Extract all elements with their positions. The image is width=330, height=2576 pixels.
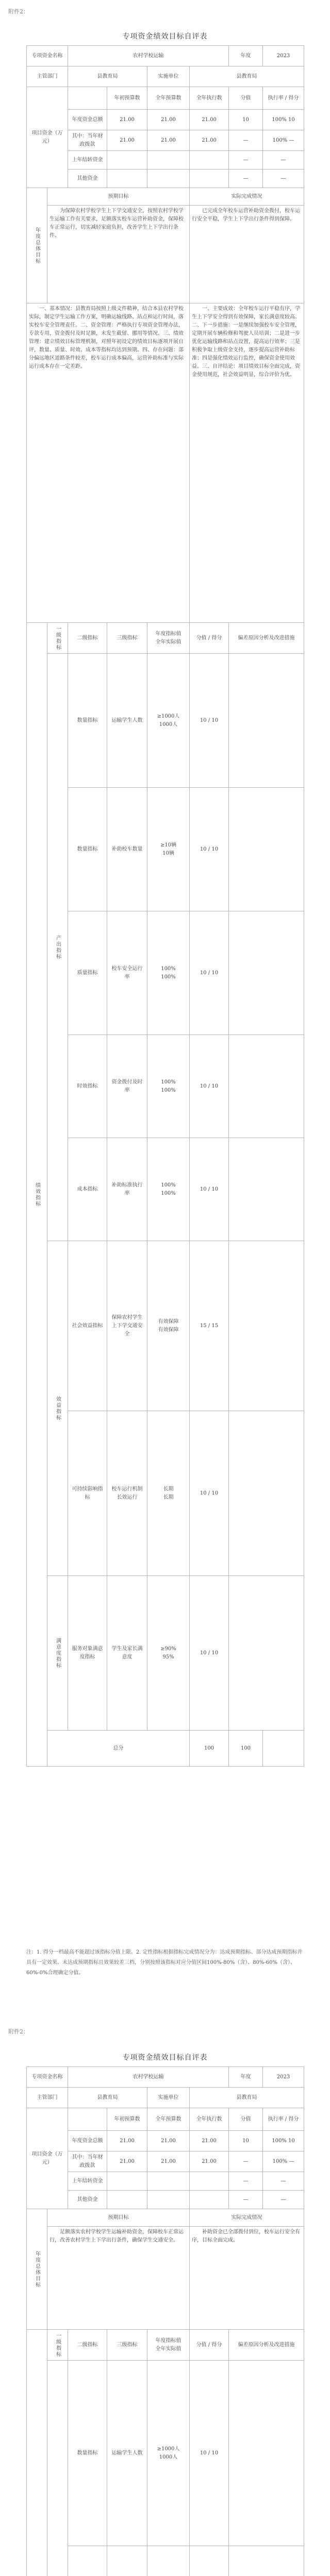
fund-name-label: 专项资金名称: [27, 2067, 68, 2088]
fund-row-start: 21.00: [107, 2131, 147, 2151]
fund-row-label: 上年结转资金: [68, 151, 107, 170]
score-cell: 10: [200, 1650, 207, 1656]
col-rate: 执行率: [268, 2116, 284, 2122]
impl-unit-label: 实施单位: [147, 66, 190, 87]
mark-cell: 10: [211, 1083, 219, 1089]
h-mark: 得分: [211, 2342, 222, 2348]
fund-row-full: 21.00: [147, 2151, 190, 2172]
level3-cell: 保障农村学生上下学交通安全: [107, 1241, 147, 1411]
mark-cell: 10: [211, 846, 219, 852]
level3-cell: [107, 2546, 147, 2576]
level2-cell: 数量指标: [68, 2361, 107, 2546]
fund-row-exec: 21.00: [190, 110, 229, 130]
target-cell: ≥1000人: [157, 713, 180, 719]
h-reason: 偏差原因分析及改进措施: [229, 2330, 304, 2361]
mark-cell: 10: [211, 717, 219, 723]
actual-cell: 10辆: [162, 850, 174, 856]
form-title: 专项资金绩效目标自评表: [122, 2054, 208, 2062]
fund-row-mark: 10: [288, 2138, 295, 2144]
col-exec: 全年执行数: [190, 2108, 229, 2131]
goals-expected-text: 足额落实农村学校学生运输补助资金，保障校车正常运行，改善农村学生上下学出行条件，确保学生交通安全。: [47, 2227, 190, 2330]
fund-row-mark: —: [280, 175, 286, 181]
goals-actual-label: 实际完成情况: [190, 188, 304, 206]
fund-row-exec: 21.00: [190, 2131, 229, 2151]
fund-row-label: 年度资金总额: [68, 2131, 107, 2151]
fund-row-score: —: [229, 130, 263, 151]
unit-value: 县教育局: [68, 2088, 147, 2108]
fund-row-start: [107, 170, 147, 188]
fund-row-label: 其中：当年财政拨款: [68, 2151, 107, 2172]
year-value: 2023: [263, 2067, 304, 2088]
level3-cell: 资金拨付及时率: [107, 1035, 147, 1138]
level2-cell: [68, 2546, 107, 2576]
mark-cell: 10: [211, 1186, 219, 1192]
level3-cell: 运输学生人数: [107, 2361, 147, 2546]
col-full: 全年预算数: [147, 2108, 190, 2131]
form-title: 专项资金绩效目标自评表: [122, 32, 208, 41]
reason-cell: [229, 788, 304, 911]
fund-row-exec: [190, 2191, 229, 2209]
mark-cell: 10: [211, 1490, 219, 1496]
score-cell: 10: [200, 1490, 207, 1496]
year-label: 年度: [229, 46, 263, 66]
score-cell: 10: [200, 717, 207, 723]
goals-actual-label: 实际完成情况: [190, 2209, 304, 2227]
fund-row-exec: [190, 151, 229, 170]
level3-cell: 校车安全运行率: [107, 911, 147, 1035]
col-start: 年初预算数: [107, 87, 147, 110]
score-cell: 15: [200, 1323, 207, 1329]
fund-row-score: —: [229, 2191, 263, 2209]
indicators-section-label: 绩效指标: [27, 623, 47, 1767]
reason-cell: [229, 2361, 304, 2546]
unit-value: 县教育局: [68, 66, 147, 87]
h-actual: 全年实际值: [155, 639, 182, 645]
score-cell: 10: [200, 1083, 207, 1089]
col-start: 年初预算数: [107, 2108, 147, 2131]
fund-row-start: 21.00: [107, 130, 147, 151]
fund-row-mark: —: [280, 2196, 286, 2202]
impl-unit-label: 实施单位: [147, 2088, 190, 2108]
fund-row-label: 其中：当年财政拨款: [68, 130, 107, 151]
h-level3: 三级指标: [107, 623, 147, 654]
score-cell: 10: [200, 970, 207, 976]
fund-row-mark: —: [289, 2158, 294, 2164]
level3-cell: 校车运行机制长效运行: [107, 1411, 147, 1576]
actual-cell: 长期: [163, 1494, 174, 1500]
col-exec: 全年执行数: [190, 87, 229, 110]
level1-output: 产出指标: [47, 654, 68, 1241]
self-evaluation-table: 专项资金名称 农村学校运输 年度 2023 主管部门 县教育局 实施单位 县教育局 项目资金（万元） 年初预算数 全年预算数 全年执行数 分值 执行率 / 得分 年度资金总额 21.00 21.00 21.00 10 100% 10 其中：当年财政拨款 21.00 21.00 21.00 — 100% — 上年结转资金 — — 其他资金 — — 年度总体目标 预期目标 实际完成情况 足额落实农村学校学生运输补助资金，保障校车正常运行，改善农村学生上下学出行条件，确保学生交通安全。 补助资金已全部拨付到位，校车运行安全有序，目标全面完成。 一级指标 二级指标 三级指标 年度指标值 全年实际值 分值 / 得分 偏差原因分析及改进措施 数量指标 运输学生人数 ≥1000人 1000人 10 / 10: [26, 2066, 304, 2576]
target-cell: 100%: [161, 965, 176, 972]
funds-label: 项目资金（万元）: [27, 87, 68, 188]
target-cell: 100%: [161, 1079, 176, 1085]
level2-cell: 时效指标: [68, 1035, 107, 1138]
fund-row-score: —: [229, 151, 263, 170]
level3-cell: 补助校车数量: [107, 788, 147, 911]
fund-row-full: [147, 170, 190, 188]
actual-cell: 有效保障: [158, 1327, 179, 1333]
funds-label: 项目资金（万元）: [27, 2108, 68, 2209]
year-value: 2023: [263, 46, 304, 66]
fund-row-start: [107, 2191, 147, 2209]
goals-label: 年度总体目标: [27, 188, 47, 303]
unit-label: 主管部门: [27, 66, 68, 87]
total-score: 100: [190, 1731, 229, 1767]
goals-expected-text: 为保障农村学校学生上下学交通安全，按照农村学校学生运输工作有关要求，足额落实校车运营补助资金，保障校车正常运行，切实减轻家庭负担，改善学生上下学出行条件。: [47, 206, 190, 303]
h-target: 年度指标值: [155, 2337, 182, 2344]
level2-cell: 质量指标: [68, 911, 107, 1035]
goals-expected-label: 预期目标: [47, 2209, 190, 2227]
fund-name-label: 专项资金名称: [27, 46, 68, 66]
impl-unit-value: 县教育局: [190, 2088, 304, 2108]
h-score: 分值: [196, 635, 207, 641]
narrative-left: 一、基本情况：县教育局按照上级文件精神，结合本县农村学校实际，制定学生运输工作方案，明确运输线路、站点和运行时间，落实校车安全管理责任。二、资金管理：严格执行专项资金管理办法，专款专用，资金拨付及时足额，未发生截留、挪用等情况。三、绩效管理：建立绩效目标管理机制，对照年初设定的绩效目标逐项开展自评，数量、质量、时效、成本等指标均达到预期。四、存在问题：部分偏远地区道路条件较差，校车运行成本偏高，运营补助标准与实际运行成本存在一定差距。: [27, 303, 190, 623]
self-evaluation-table: 专项资金名称 农村学校运输 年度 2023 主管部门 县教育局 实施单位 县教育局 项目资金（万元） 年初预算数 全年预算数 全年执行数 分值 执行率 / 得分 年度资金总额 21.00 21.00 21.00 10 100% 10 其中：当年财政拨款 21.00 21.00 21.00 — 100% — 上年结转资金 — — 其他资金 — — 年度总体目标 预期目标 实际完成情况 为保障农村学校学生上下学交通安全，按照农村学校学生运输工作有关要求，足额落实校车运营补助资金，保障校车正常运行，切实减轻家庭负担，改善学生上下学出行条件。 已完成全年校车运营补助资金拨付，校车运行安全平稳，学生上下学出行条件得到保障。 一、基本情况：县教育局按照上级文件精神，结合本县农村学校实际，制定学生运输工作方案，明确运输线路、站点和运行时间，落实校车安全管理责任。二、资金管理：严格执行专项资金管理办法，专款专用，资金拨付及时足额，未发生截留、挪用等情况。三、绩效管理：建立绩效目标管理机制，对照年初设定的绩效目标逐项开展自评，数量、质量、时效、成本等指标均达到预期。四、存在问题：部分偏远地区道路条件较差，校车运行成本偏高，运营补助标准与实际运行成本存在一定差距。 一、主要成效：全年校车运行平稳有序，学生上下学安全得到有效保障，家长满意度较高。二、下一步措施：一是继续加强校车安全管理，定期开展车辆检修和驾驶人员培训；二是进一步优化运输线路和站点设置，提高运行效率；三是积极争取上级资金支持，逐步提高运营补助标准；四是强化绩效运行监控，确保资金使用效益。三、自评结论：项目绩效目标全面完成，资金使用规范，社会效益明显，综合评价为优。 绩效指标 一级指标 二级指标 三级指标 年度指标值 全年实际值 分值 / 得分 偏差原因分析及改进措施 产出指标 数量指标 运输学生人数 ≥1000人 1000人 10 / 10 数量指标 补助校车数量 ≥10辆 10辆 10 / 10 质量指标 校车安全运行率 100% 100% 10 / 10 时效指标 资金拨付及时率 100% 100% 10 / 10 成本指标 补助标准执行率 100% 100% 10 / 10 效益指标 社会效益指标 保障农村学生上下学交通安全 有效保障 有效保障 15 / 15 可持续影响指标 校车运行机制长效运行 长期 长期 10 / 10 满意度指标 服务对象满意度指标 学生及家长满意度 ≥90% 95% 10 / 10 总分 100 100: [26, 45, 304, 1767]
actual-cell: 100%: [161, 1190, 176, 1196]
goals-actual-text: 补助资金已全部拨付到位，校车运行安全有序，目标全面完成。: [190, 2227, 304, 2330]
fund-row-label: 其他资金: [68, 170, 107, 188]
mark-cell: 10: [211, 970, 219, 976]
reason-cell: [229, 1411, 304, 1576]
unit-label: 主管部门: [27, 2088, 68, 2108]
score-cell: 10: [200, 846, 207, 852]
score-cell: 10: [200, 2450, 207, 2456]
fund-row-rate: 100%: [272, 137, 288, 143]
reason-cell: [229, 911, 304, 1035]
fund-row-exec: 21.00: [190, 2151, 229, 2172]
target-cell: ≥90%: [160, 1646, 176, 1652]
fund-row-exec: [190, 170, 229, 188]
actual-cell: 1000人: [159, 2454, 178, 2460]
fund-name-value: 农村学校运输: [68, 2067, 229, 2088]
fund-row-mark: —: [280, 157, 286, 163]
h-level1: 一级指标: [47, 623, 68, 654]
h-score: 分值: [196, 2342, 207, 2348]
level2-cell: 数量指标: [68, 788, 107, 911]
fund-row-label: 上年结转资金: [68, 2172, 107, 2191]
h-actual: 全年实际值: [155, 2346, 182, 2352]
col-rate: 执行率: [268, 95, 284, 101]
fund-row-exec: 21.00: [190, 130, 229, 151]
fund-row-full: 21.00: [147, 130, 190, 151]
level1-output: [47, 2361, 68, 2576]
annex-label: 附件2：: [8, 8, 29, 15]
actual-cell: 1000人: [159, 721, 178, 727]
level2-cell: 可持续影响指标: [68, 1411, 107, 1576]
actual-cell: 100%: [161, 974, 176, 980]
reason-cell: [229, 1241, 304, 1411]
h-mark: 得分: [211, 635, 222, 641]
target-cell: ≥10辆: [160, 842, 177, 848]
fund-row-rate: 100%: [272, 2138, 287, 2144]
target-cell: ≥1000人: [157, 2446, 180, 2452]
col-mark: 得分: [288, 2116, 299, 2122]
reason-cell: [229, 1576, 304, 1731]
level3-cell: 运输学生人数: [107, 654, 147, 788]
fund-row-rate: 100%: [272, 2158, 288, 2164]
fund-row-score: —: [229, 2172, 263, 2191]
fund-row-exec: [190, 2172, 229, 2191]
annex-label: 附件2：: [8, 2028, 29, 2035]
level3-cell: 补助标准执行率: [107, 1138, 147, 1241]
h-reason: 偏差原因分析及改进措施: [229, 623, 304, 654]
mark-cell: 10: [211, 2450, 219, 2456]
fund-row-full: 21.00: [147, 110, 190, 130]
fund-row-score: —: [229, 2151, 263, 2172]
fund-row-label: 年度资金总额: [68, 110, 107, 130]
h-target: 年度指标值: [155, 631, 182, 637]
fund-row-mark: —: [280, 2178, 286, 2184]
footnote: 注：1. 得分一档最高不能超过该指标分值上限。2. 定性指标根据指标完成情况分为：达成预期指标、部分达成预期指标并具有一定效果、未达成预期指标且效果较差三档，分别按照该指标对应分值区间100%-80%（含）、80%-60%（含）、60%-0%合理确定分值。: [26, 1950, 303, 1976]
fund-row-start: [107, 151, 147, 170]
score-cell: 10: [200, 1186, 207, 1192]
reason-cell: [229, 654, 304, 788]
fund-row-full: [147, 151, 190, 170]
fund-row-mark: 10: [288, 116, 295, 123]
fund-row-start: 21.00: [107, 2151, 147, 2172]
target-cell: 100%: [161, 1182, 176, 1188]
year-label: 年度: [229, 2067, 263, 2088]
col-full: 全年预算数: [147, 87, 190, 110]
col-score: 分值: [229, 87, 263, 110]
h-level1: 一级指标: [47, 2330, 68, 2361]
fund-row-start: [107, 2172, 147, 2191]
h-level3: 三级指标: [107, 2330, 147, 2361]
fund-row-rate: 100%: [272, 116, 287, 123]
h-level2: 二级指标: [68, 623, 107, 654]
col-mark: 得分: [288, 95, 299, 101]
narrative-right: 一、主要成效：全年校车运行平稳有序，学生上下学安全得到有效保障，家长满意度较高。二、下一步措施：一是继续加强校车安全管理，定期开展车辆检修和驾驶人员培训；二是进一步优化运输线路和站点设置，提高运行效率；三是积极争取上级资金支持，逐步提高运营补助标准；四是强化绩效运行监控，确保资金使用效益。三、自评结论：项目绩效目标全面完成，资金使用规范，社会效益明显，综合评价为优。: [190, 303, 304, 623]
goals-label: 年度总体目标: [27, 2209, 47, 2330]
level3-cell: 学生及家长满意度: [107, 1576, 147, 1731]
reason-cell: [229, 1138, 304, 1241]
actual-cell: 100%: [161, 1087, 176, 1093]
reason-cell: [229, 2546, 304, 2576]
target-cell: 有效保障: [158, 1318, 179, 1325]
fund-row-start: 21.00: [107, 110, 147, 130]
goals-actual-text: 已完成全年校车运营补助资金拨付，校车运行安全平稳，学生上下学出行条件得到保障。: [190, 206, 304, 303]
fund-row-mark: —: [289, 137, 294, 143]
total-label: 总分: [47, 1731, 190, 1767]
target-cell: 长期: [163, 1486, 174, 1492]
level2-cell: 数量指标: [68, 654, 107, 788]
col-score: 分值: [229, 2108, 263, 2131]
fund-row-label: 其他资金: [68, 2191, 107, 2209]
goals-expected-label: 预期目标: [47, 188, 190, 206]
fund-name-value: 农村学校运输: [68, 46, 229, 66]
fund-row-full: 21.00: [147, 2131, 190, 2151]
mark-cell: 10: [211, 1650, 219, 1656]
actual-cell: 95%: [162, 1654, 174, 1660]
level2-cell: 社会效益指标: [68, 1241, 107, 1411]
level1-satisfaction: 满意度指标: [47, 1576, 68, 1731]
fund-row-score: 10: [229, 2131, 263, 2151]
level2-cell: 服务对象满意度指标: [68, 1576, 107, 1731]
level2-cell: 成本指标: [68, 1138, 107, 1241]
fund-row-score: —: [229, 170, 263, 188]
fund-row-full: [147, 2172, 190, 2191]
indicators-section-label: [27, 2330, 47, 2576]
level1-benefit: 效益指标: [47, 1241, 68, 1576]
reason-cell: [229, 1035, 304, 1138]
fund-row-full: [147, 2191, 190, 2209]
total-mark: 100: [229, 1731, 263, 1767]
fund-row-score: 10: [229, 110, 263, 130]
h-level2: 二级指标: [68, 2330, 107, 2361]
mark-cell: 15: [211, 1323, 219, 1329]
impl-unit-value: 县教育局: [190, 66, 304, 87]
form-page-2: [0, 2008, 330, 2576]
